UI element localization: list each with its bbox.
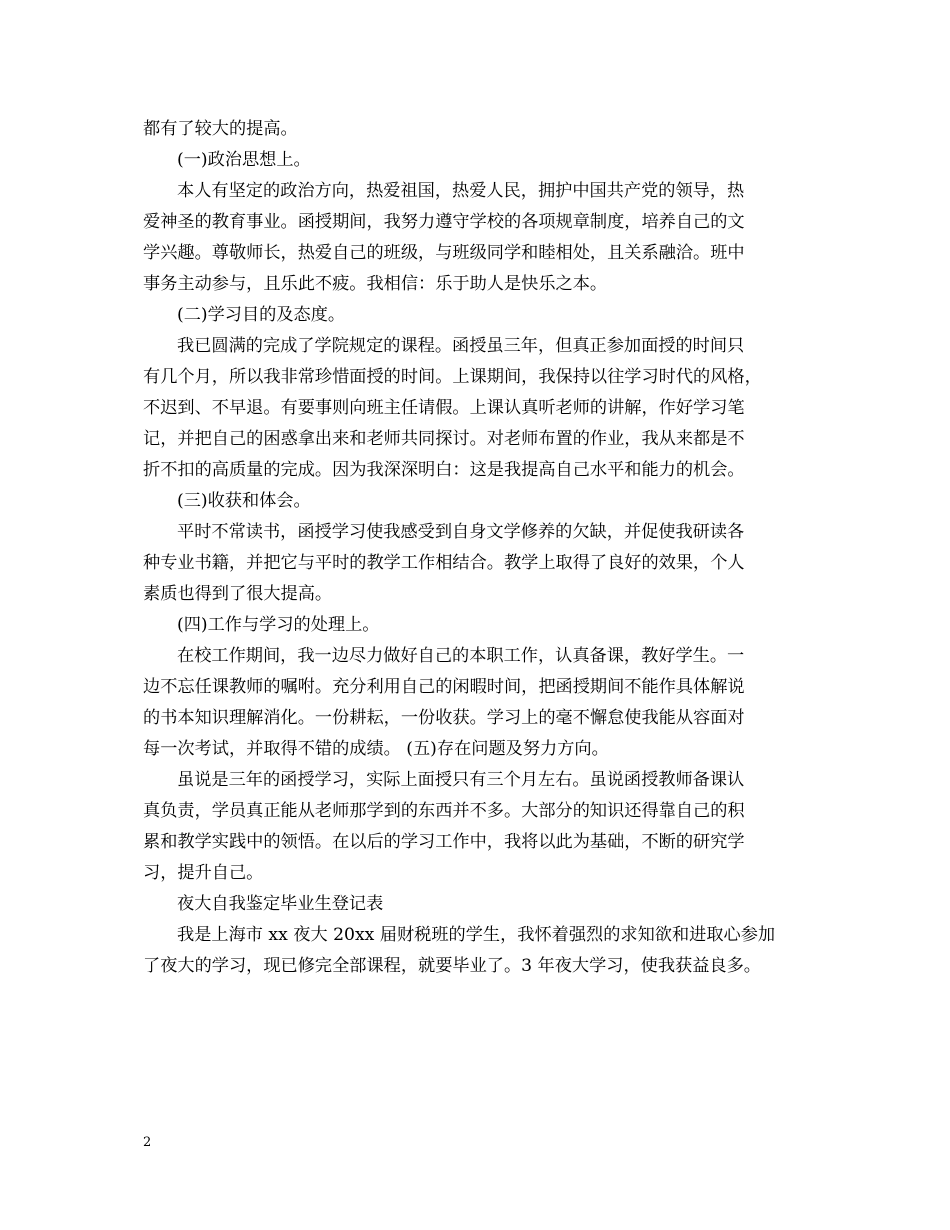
text-line: 平时不常读书，函授学习使我感受到自身文学修养的欠缺，并促使我研读各 (177, 522, 745, 542)
text-line: 夜大自我鉴定毕业生登记表 (177, 894, 384, 914)
text-line: 在校工作期间，我一边尽力做好自己的本职工作，认真备课，教好学生。一 (177, 646, 745, 666)
text-line: 不迟到、不早退。有要事则向班主任请假。上课认真听老师的讲解，作好学习笔 (143, 398, 745, 418)
text-line: 素质也得到了很大提高。 (143, 584, 333, 604)
text-line: 了夜大的学习，现已修完全部课程，就要毕业了。3 年夜大学习，使我获益良多。 (143, 956, 761, 976)
text-line: (二)学习目的及态度。 (177, 305, 346, 325)
text-line: 我是上海市 xx 夜大 20xx 届财税班的学生，我怀着强烈的求知欲和进取心参加 (177, 925, 776, 945)
text-line: 都有了较大的提高。 (143, 119, 298, 139)
page-number: 2 (143, 1135, 152, 1150)
text-line: 记，并把自己的困惑拿出来和老师共同探讨。对老师布置的作业，我从来都是不 (143, 429, 745, 449)
text-line: (四)工作与学习的处理上。 (177, 615, 380, 635)
text-line: 习，提升自己。 (143, 863, 264, 883)
text-line: 的书本知识理解消化。一份耕耘，一份收获。学习上的毫不懈怠使我能从容面对 (143, 708, 745, 728)
text-line: 有几个月，所以我非常珍惜面授的时间。上课期间，我保持以往学习时代的风格， (143, 367, 762, 387)
text-line: 本人有坚定的政治方向，热爱祖国，热爱人民，拥护中国共产党的领导，热 (177, 181, 745, 201)
text-line: 边不忘任课教师的嘱咐。充分利用自己的闲暇时间，把函授期间不能作具体解说 (143, 677, 745, 697)
text-line: 爱神圣的教育事业。函授期间，我努力遵守学校的各项规章制度，培养自己的文 (143, 212, 745, 232)
text-line: (一)政治思想上。 (177, 150, 311, 170)
text-line: 学兴趣。尊敬师长，热爱自己的班级，与班级同学和睦相处，且关系融洽。班中 (143, 243, 745, 263)
text-line: 事务主动参与，且乐此不疲。我相信：乐于助人是快乐之本。 (143, 274, 608, 294)
text-line: 种专业书籍，并把它与平时的教学工作相结合。教学上取得了良好的效果，个人 (143, 553, 745, 573)
text-line: 折不扣的高质量的完成。因为我深深明白：这是我提高自己水平和能力的机会。 (143, 460, 745, 480)
text-line: 累和教学实践中的领悟。在以后的学习工作中，我将以此为基础，不断的研究学 (143, 832, 745, 852)
text-line: 虽说是三年的函授学习，实际上面授只有三个月左右。虽说函授教师备课认 (177, 770, 745, 790)
text-line: 我已圆满的完成了学院规定的课程。函授虽三年，但真正参加面授的时间只 (177, 336, 745, 356)
text-line: 真负责，学员真正能从老师那学到的东西并不多。大部分的知识还得靠自己的积 (143, 801, 745, 821)
document-body (143, 114, 813, 982)
text-line: (三)收获和体会。 (177, 491, 311, 511)
text-line: 每一次考试，并取得不错的成绩。 (五)存在问题及努力方向。 (143, 739, 609, 759)
